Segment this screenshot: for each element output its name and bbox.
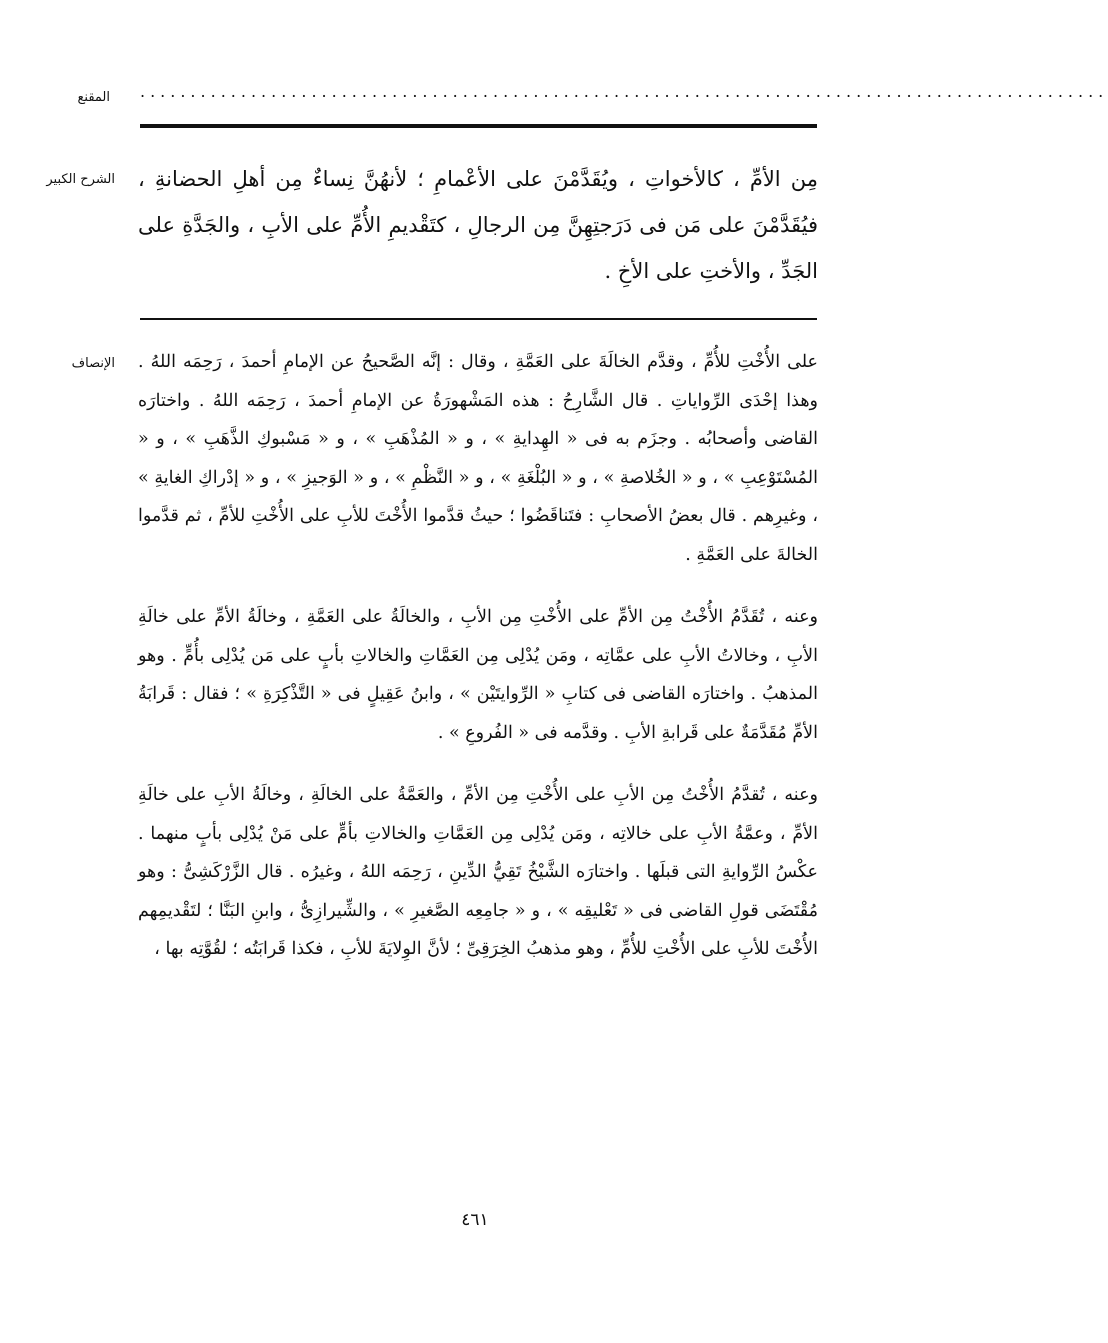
insaf-body — [138, 343, 818, 969]
sharh-text: مِن الأمِّ ، كالأخواتِ ، ويُقَدَّمْنَ على الأعْمامِ ؛ لأنهُنَّ نِساءٌ مِن أهلِ الحضانةِ ، فيُقَدَّمْنَ على مَن فى دَرَجتِهِنَّ مِن الرجالِ ، كتَقْديمِ الأُمِّ على الأبِ ، والجَدَّةِ على الجَدِّ ، والأختِ على الأخِ . — [138, 167, 818, 283]
page-number: ٤٦١ — [461, 1210, 489, 1230]
book-title: المقنع — [77, 90, 110, 105]
sharh-label: الشرح الكبير — [46, 172, 115, 187]
header-dotted-line: ................................................................................................ — [140, 82, 1108, 101]
insaf-paragraph: وعنه ، تُقَدَّمُ الأُخْتُ مِن الأمِّ على الأُخْتِ مِن الأبِ ، والخالَةُ على العَمَّةِ ، وخالَةُ الأمِّ على خالَةِ الأبِ ، وخالاتُ الأبِ على عمَّاتِه ، ومَن يُدْلِى مِن العَمَّاتِ والخالاتِ بأبٍ على مَن يُدْلِى بأُمٍّ . وهو المذهبُ . واختارَه القاضى فى كتابِ « الرِّوايتَيْن » ، وابنُ عَقِيلٍ فى « التَّذْكِرَةِ » ؛ فقال : قَرابَةُ الأمِّ مُقَدَّمَةٌ على قَرابةِ الأبِ . وقدَّمه فى « الفُروعِ » . — [138, 607, 818, 743]
insaf-label: الإنصاف — [71, 356, 115, 371]
section-divider — [140, 318, 817, 320]
insaf-paragraph: وعنه ، تُقدَّمُ الأُخْتُ مِن الأبِ على الأُخْتِ مِن الأمِّ ، والعَمَّةُ على الخالَةِ ، وخالَةُ الأبِ على خالَةِ الأمِّ ، وعمَّةُ الأبِ على خالاتِه ، ومَن يُدْلِى مِن العَمَّاتِ والخالاتِ بأمٍّ على مَنْ يُدْلِى بأبٍ منهما . عكْسُ الرِّوايةِ التى قبلَها . واختارَه الشَّيْخُ تَقِيُّ الدِّينِ ، رَحِمَه اللهُ ، وغيرُه . قال الزَّرْكَشِىُّ : وهو مُقْتَضَى قولِ القاضى فى « تَعْليقِه » ، و « جامِعِه الصَّغيرِ » ، والشِّيرازِىُّ ، وابنِ البَنَّا ؛ لتَقْديمِهم الأُخْتَ للأبِ على الأُخْتِ للأُمِّ ، وهو مذهبُ الخِرَقِىِّ ؛ لأنَّ الوِلايَةَ للأبِ ، فكذا قَرابَتُه ؛ لقُوَّتِه بها ، — [138, 785, 818, 959]
insaf-paragraph: على الأُخْتِ للأُمِّ ، وقدَّم الخالَةَ على العَمَّةِ ، وقال : إنَّه الصَّحيحُ عن الإمامِ أحمدَ ، رَحِمَه اللهُ . وهذا إحْدَى الرِّواياتِ . قال الشَّارِحُ : هذه المَشْهورَةُ عن الإمامِ أحمدَ ، رَحِمَه اللهُ . واختارَه القاضى وأصحابُه . وجزَم به فى « الهِدايةِ » ، و « المُذْهَبِ » ، و « مَسْبوكِ الذَّهَبِ » ، و « المُسْتَوْعِبِ » ، و « الخُلاصةِ » ، و « البُلْغَةِ » ، و « النَّظْمِ » ، و « الوَجيزِ » ، و « إدْراكِ الغايةِ » ، وغيرِهم . قال بعضُ الأصحابِ : فتَناقَضُوا ؛ حيثُ قدَّموا الأُخْتَ للأبِ على الأُخْتِ للأمِّ ، ثم قدَّموا الخالةَ على العَمَّةِ . — [138, 352, 818, 565]
header-rule — [140, 124, 817, 128]
